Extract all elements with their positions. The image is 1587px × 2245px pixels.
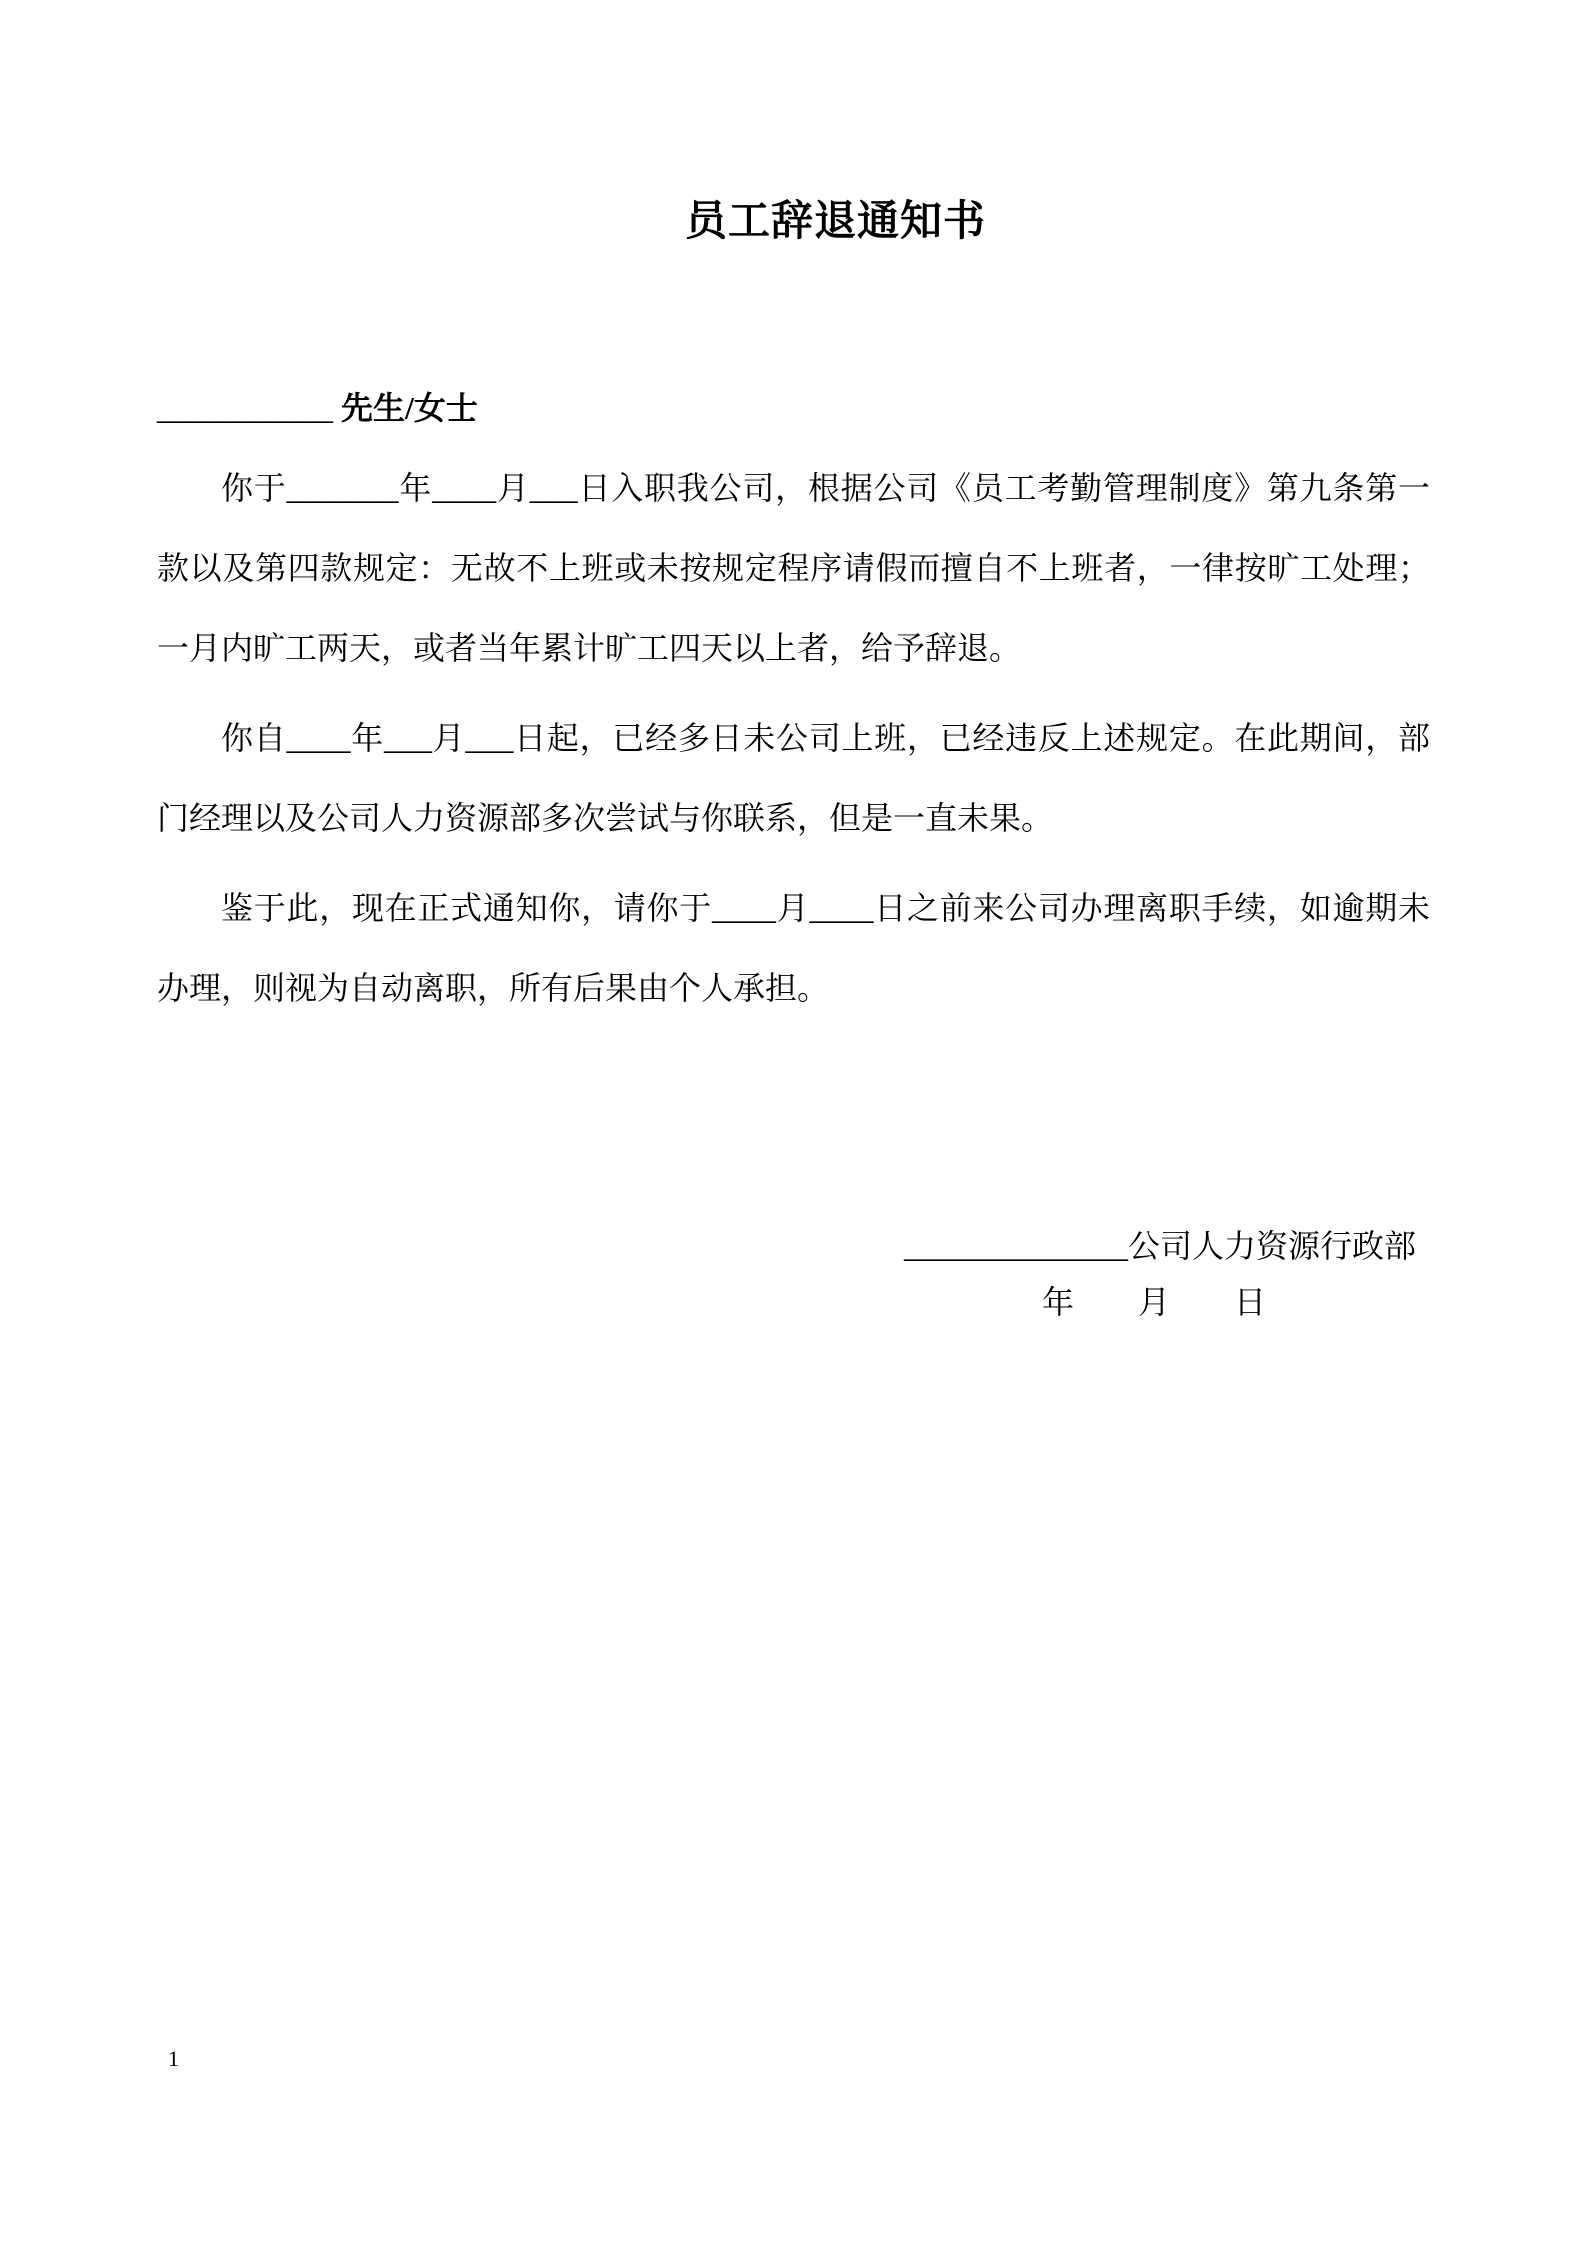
signature-department-label: 公司人力资源行政部 — [1127, 1228, 1416, 1264]
signature-date-line: 年 月 日 — [1041, 1284, 1266, 1320]
paragraph-attendance-rule: 你于_______年____月___日入职我公司，根据公司《员工考勤管理制度》第九条第一款以及第四款规定：无故不上班或未按规定程序请假而擅自不上班者，一律按旷工处理；一月内旷工两天，或者当年累计旷工四天以上者，给予辞退。 — [157, 470, 1430, 666]
document-title: 员工辞退通知书 — [684, 199, 986, 245]
document-content — [157, 384, 1430, 1324]
recipient-name-blank: ___________ — [157, 390, 341, 426]
signature-line — [157, 1224, 1430, 1268]
page-number: 1 — [168, 2046, 179, 2071]
paragraph-formal-notice: 鉴于此，现在正式通知你，请你于____月____日之前来公司办理离职手续，如逾期未办理，则视为自动离职，所有后果由个人承担。 — [157, 890, 1430, 1006]
paragraph-absence-statement: 你自____年___月___日起，已经多日未公司上班，已经违反上述规定。在此期间，部门经理以及公司人力资源部多次尝试与你联系，但是一直未果。 — [157, 720, 1430, 836]
recipient-title-label: 先生/女士 — [341, 390, 478, 426]
salutation-line — [157, 384, 1430, 432]
signature-blank: ______________ — [903, 1228, 1128, 1264]
